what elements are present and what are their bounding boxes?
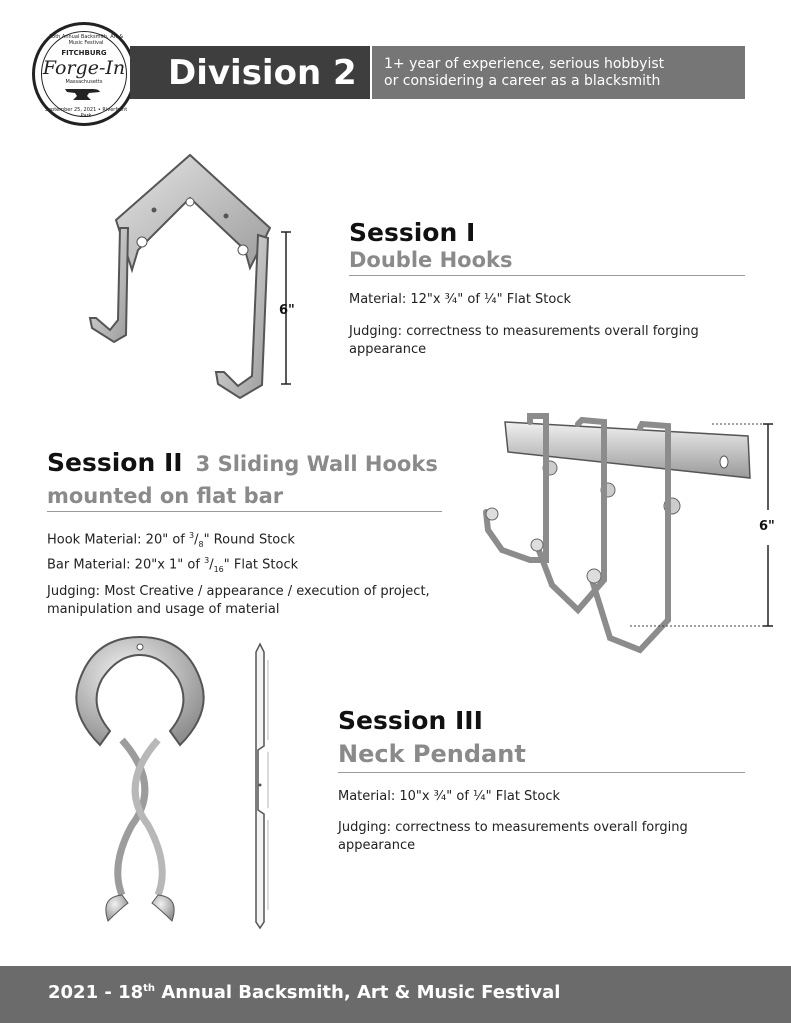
session2-judging: Judging: Most Creative / appearance / execution of project, manipulation and usage of material — [47, 584, 430, 617]
footer-prefix: 2021 - 18 — [48, 982, 144, 1003]
hook-material-prefix: Hook Material: 20" of — [47, 532, 189, 548]
footer-ordinal: th — [143, 983, 156, 994]
session2-subtitle-line2: mounted on flat bar — [47, 484, 284, 508]
festival-logo — [32, 22, 136, 126]
division-description — [384, 56, 739, 90]
session3-divider — [338, 772, 745, 773]
wall-hooks-illustration — [480, 410, 780, 665]
pendant-template-drawing — [240, 640, 280, 930]
session2-title: Session II — [47, 448, 183, 477]
footer-festival-name — [48, 982, 560, 1003]
session3-subtitle: Neck Pendant — [338, 740, 526, 768]
logo-fitchburg: FITCHBURG — [61, 49, 107, 57]
session1-divider — [349, 275, 745, 276]
hook-material-num: 3 — [188, 531, 195, 540]
division-desc-line2: or considering a career as a blacksmith — [384, 73, 661, 89]
session3-material: Material: 10"x ¾" of ¼" Flat Stock — [338, 789, 561, 804]
session2-hook-material: Hook Material: 20" of $^3/_8$" Round Stock — [47, 531, 295, 549]
session1-dimension-label: 6" — [279, 303, 295, 318]
logo-top-text: 18th Annual Backsmith, Art & Music Festival — [48, 34, 124, 46]
footer-suffix: Annual Backsmith, Art & Music Festival — [155, 982, 561, 1003]
session1-subtitle: Double Hooks — [349, 248, 513, 272]
session2-dimension-label: 6" — [759, 519, 775, 534]
session3-title: Session III — [338, 706, 483, 735]
logo-bottom-text: September 25, 2021 • Riverfront Park — [44, 107, 128, 119]
session1-judging: Judging: correctness to measurements overall forging appearance — [349, 324, 699, 357]
neck-pendant-illustration — [70, 635, 220, 930]
session2-bar-material: Bar Material: 20"x 1" of $^3/_{16}$" Flat Stock — [47, 556, 299, 574]
bar-material-suffix: " Flat Stock — [223, 557, 299, 573]
session2-heading — [47, 448, 438, 477]
bar-material-prefix: Bar Material: 20"x 1" of — [47, 557, 205, 573]
session3-judging: Judging: correctness to measurements overall forging appearance — [338, 820, 688, 853]
logo-state: Massachusetts — [65, 79, 103, 85]
bar-material-den: 16 — [213, 564, 224, 574]
division-desc-line1: 1+ year of experience, serious hobbyist — [384, 56, 665, 72]
hook-material-suffix: " Round Stock — [203, 532, 295, 548]
session2-subtitle: 3 Sliding Wall Hooks — [195, 452, 438, 476]
double-hooks-illustration — [80, 150, 310, 410]
hook-material-den: 8 — [198, 539, 204, 549]
session1-material: Material: 12"x ¾" of ¼" Flat Stock — [349, 292, 572, 307]
anvil-icon — [63, 87, 101, 101]
session2-divider — [47, 511, 442, 512]
division-title: Division 2 — [168, 53, 357, 93]
logo-forge-in: Forge-In — [42, 57, 126, 79]
bar-material-num: 3 — [204, 556, 210, 565]
session1-title: Session I — [349, 218, 476, 247]
